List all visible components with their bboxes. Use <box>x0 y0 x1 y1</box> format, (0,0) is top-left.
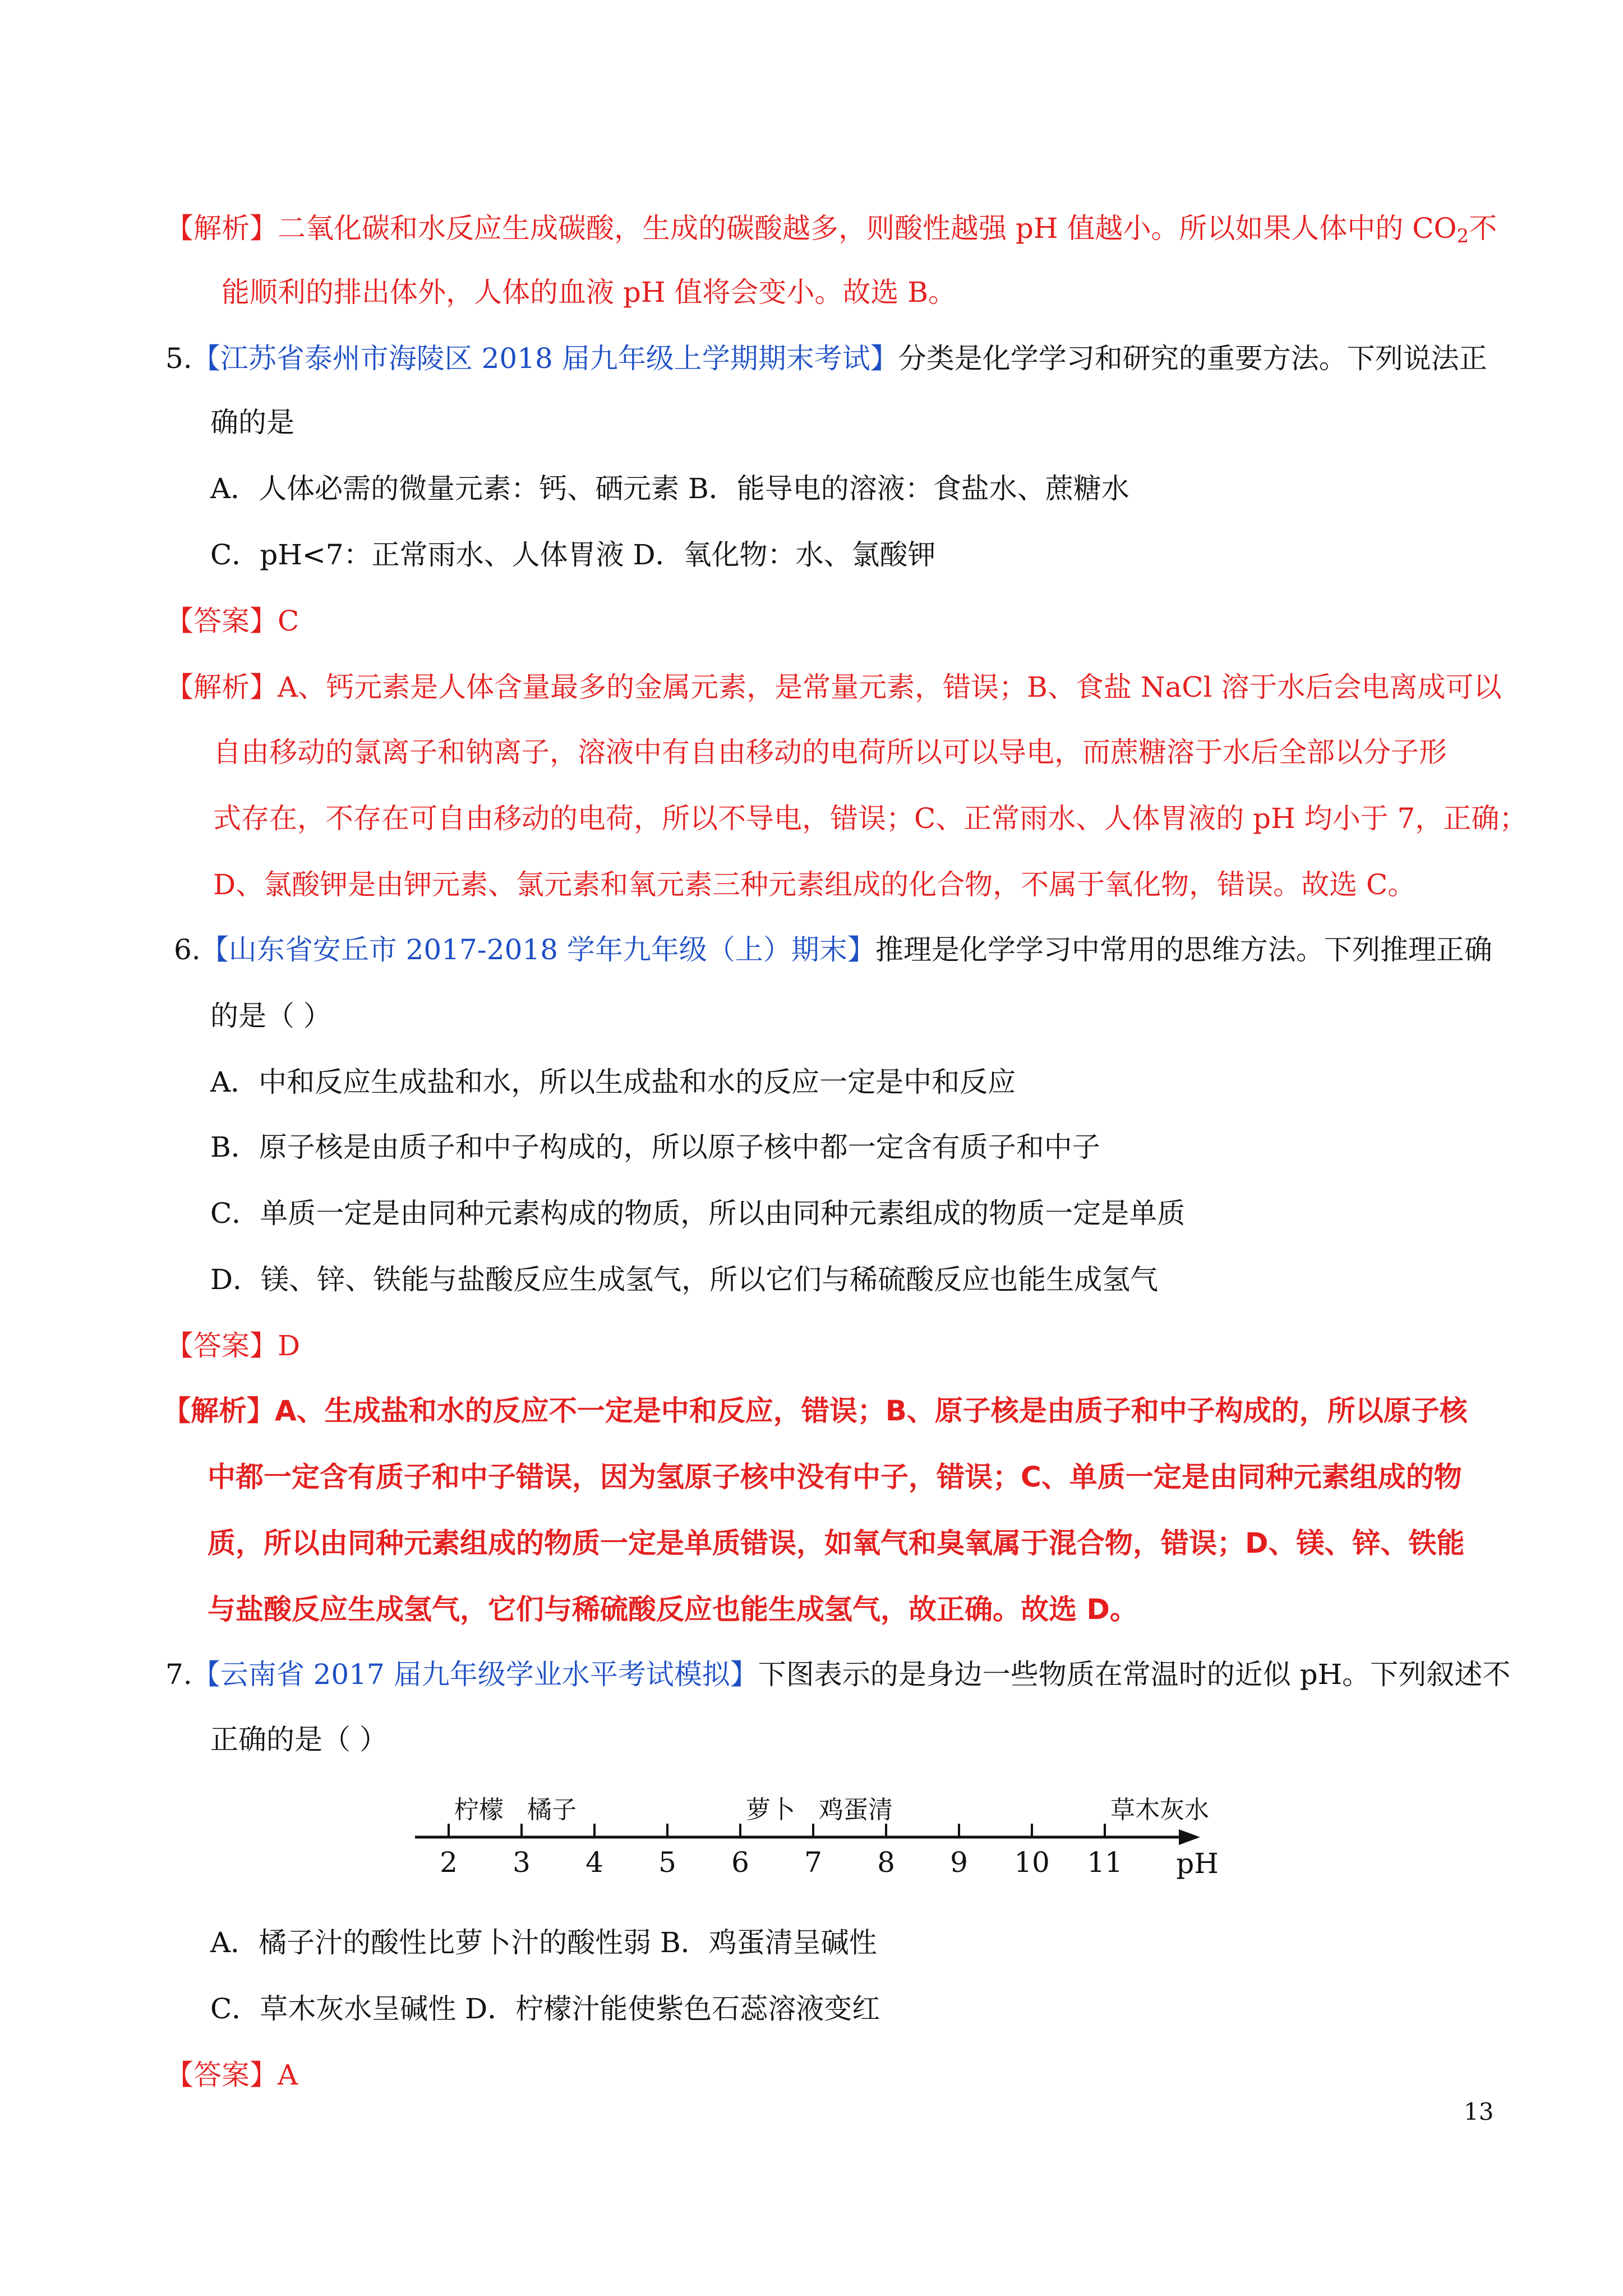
ph-tick-label: 8 <box>877 1846 895 1879</box>
q6-option-d: D．镁、锌、铁能与盐酸反应生成氢气，所以它们与稀硫酸反应也能生成氢气 <box>210 1263 1159 1296</box>
ph-substance-label: 柠檬 <box>454 1796 504 1824</box>
q5-stem-line2: 确的是 <box>210 406 294 439</box>
ph-axis-label: pH <box>1176 1847 1219 1880</box>
ph-substance-label: 鸡蛋清 <box>819 1796 893 1824</box>
answer-value: D <box>278 1329 301 1362</box>
analysis-text: 二氧化碳和水反应生成碳酸，生成的碳酸越多，则酸性越强 pH 值越小。所以如果人体中的 CO <box>278 212 1457 245</box>
q6-analysis-line4: 与盐酸反应生成氢气，它们与稀硫酸反应也能生成氢气，故正确。故选 D。 <box>208 1593 1138 1626</box>
q6-answer <box>165 1326 300 1365</box>
ph-substance-label: 萝卜 <box>746 1796 795 1824</box>
ph-tick-label: 5 <box>658 1846 676 1879</box>
q5-answer <box>165 601 299 641</box>
question-source: 【江苏省泰州市海陵区 2018 届九年级上学期期末考试】 <box>192 342 898 375</box>
ph-tick-label: 4 <box>585 1846 603 1879</box>
q6-stem-line1 <box>174 930 1492 969</box>
q7-stem-line1 <box>165 1655 1510 1694</box>
question-number: 5. <box>165 342 192 375</box>
ph-substance-label: 草木灰水 <box>1110 1796 1209 1824</box>
analysis-tag: 【解析】 <box>163 1395 275 1427</box>
q5-analysis-line4: D、氯酸钾是由钾元素、氯元素和氧元素三种元素组成的化合物，不属于氧化物，错误。故选 C。 <box>213 868 1416 901</box>
q6-option-b: B．原子核是由质子和中子构成的，所以原子核中都一定含有质子和中子 <box>210 1131 1100 1163</box>
ph-axis-arrow <box>1179 1829 1200 1845</box>
ph-tick-label: 11 <box>1087 1846 1123 1879</box>
question-source: 【云南省 2017 届九年级学业水平考试模拟】 <box>192 1658 758 1691</box>
analysis-tag: 【解析】 <box>165 671 278 703</box>
ph-tick-label: 7 <box>804 1846 822 1879</box>
question-stem: 分类是化学学习和研究的重要方法。下列说法正 <box>898 342 1487 375</box>
answer-value: A <box>278 2059 298 2091</box>
question-source: 【山东省安丘市 2017-2018 学年九年级（上）期末】 <box>200 933 875 966</box>
q6-stem-line2: 的是（ ） <box>210 1000 331 1032</box>
ph-scale-figure <box>415 1775 1228 1904</box>
q5-stem-line1 <box>165 339 1487 378</box>
answer-tag: 【答案】 <box>165 2059 278 2091</box>
analysis-text: 不 <box>1469 212 1497 245</box>
q7-options-line1: A．橘子汁的酸性比萝卜汁的酸性弱 B．鸡蛋清呈碱性 <box>210 1926 877 1959</box>
ph-tick-label: 3 <box>513 1846 531 1879</box>
q5-analysis-line3: 式存在，不存在可自由移动的电荷，所以不导电，错误；C、正常雨水、人体胃液的 pH 均小于 7，正确； <box>213 802 1528 835</box>
analysis-tag: 【解析】 <box>165 212 278 245</box>
analysis-text: A、生成盐和水的反应不一定是中和反应，错误；B、原子核是由质子和中子构成的，所以原子核 <box>275 1395 1468 1427</box>
q4-analysis-line2: 能顺利的排出体外，人体的血液 pH 值将会变小。故选 B。 <box>222 276 957 309</box>
answer-tag: 【答案】 <box>165 1329 278 1362</box>
analysis-text: A、钙元素是人体含量最多的金属元素，是常量元素，错误；B、食盐 NaCl 溶于水后会电离成可以 <box>278 671 1502 703</box>
answer-tag: 【答案】 <box>165 605 278 637</box>
subscript: 2 <box>1456 225 1469 247</box>
q5-analysis-line1 <box>165 668 1501 707</box>
q5-options-line2: C．pH<7：正常雨水、人体胃液 D．氧化物：水、氯酸钾 <box>210 539 936 571</box>
ph-tick-label: 6 <box>731 1846 749 1879</box>
q7-stem-line2: 正确的是（ ） <box>210 1723 388 1756</box>
ph-substance-label: 橘子 <box>527 1796 577 1824</box>
answer-value: C <box>278 605 299 637</box>
q7-options-line2: C．草木灰水呈碱性 D．柠檬汁能使紫色石蕊溶液变红 <box>210 1993 880 2025</box>
ph-tick-label: 2 <box>440 1846 458 1879</box>
q6-analysis-line1 <box>163 1391 1468 1430</box>
question-number: 6. <box>174 933 201 966</box>
q5-options-line1: A．人体必需的微量元素：钙、硒元素 B．能导电的溶液：食盐水、蔗糖水 <box>210 472 1129 505</box>
question-number: 7. <box>165 1658 192 1691</box>
ph-tick-label: 10 <box>1014 1846 1050 1879</box>
q7-answer <box>165 2055 298 2095</box>
ph-tick-label: 9 <box>950 1846 968 1879</box>
q6-analysis-line3: 质，所以由同种元素组成的物质一定是单质错误，如氧气和臭氧属于混合物，错误；D、镁、锌、铁能 <box>208 1527 1465 1559</box>
question-stem: 下图表示的是身边一些物质在常温时的近似 pH。下列叙述不 <box>758 1658 1511 1691</box>
q5-analysis-line2: 自由移动的氯离子和钠离子，溶液中有自由移动的电荷所以可以导电，而蔗糖溶于水后全部以分子形 <box>213 736 1447 769</box>
page-number: 13 <box>1464 2098 1494 2125</box>
q6-analysis-line2: 中都一定含有质子和中子错误，因为氢原子核中没有中子，错误；C、单质一定是由同种元素组成的物 <box>208 1461 1462 1493</box>
q6-option-c: C．单质一定是由同种元素构成的物质，所以由同种元素组成的物质一定是单质 <box>210 1197 1186 1230</box>
question-stem: 推理是化学学习中常用的思维方法。下列推理正确 <box>875 933 1492 966</box>
q6-option-a: A．中和反应生成盐和水，所以生成盐和水的反应一定是中和反应 <box>210 1066 1016 1098</box>
q4-analysis-line1 <box>165 209 1497 256</box>
